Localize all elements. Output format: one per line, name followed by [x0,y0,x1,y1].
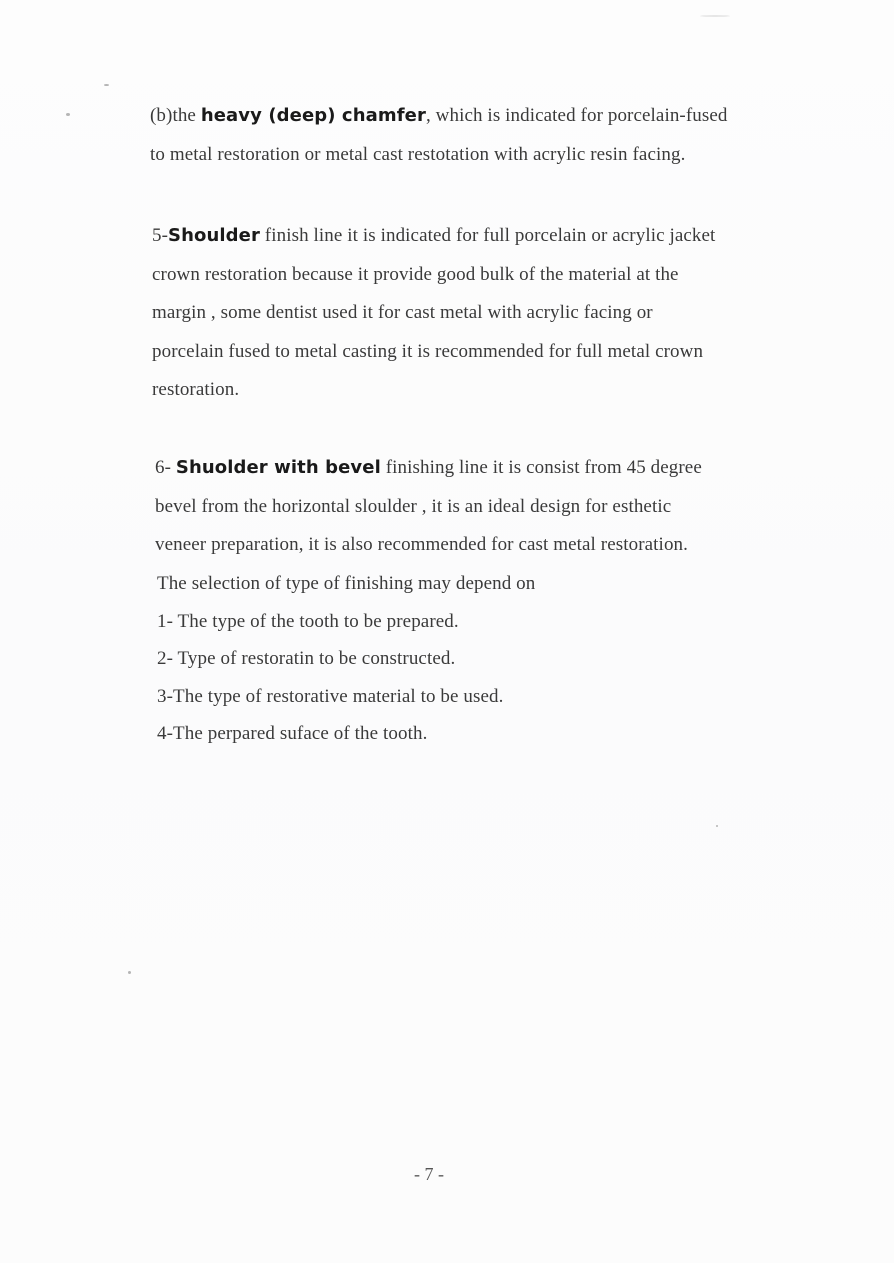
selection-list [157,565,535,753]
paragraph-line [150,97,728,136]
paragraph-line: veneer preparation, it is also recommended for cast metal restoration. [155,534,688,555]
scan-speck [128,971,131,974]
paragraph-heavy-chamfer [150,97,728,174]
scan-speck [716,825,718,827]
term-heavy-chamfer: heavy (deep) chamfer [200,105,426,126]
term-shoulder-with-bevel: Shuolder with bevel [175,457,381,478]
term-shoulder: Shoulder [168,225,260,246]
paragraph-line: bevel from the horizontal sloulder , it is an ideal design for esthetic [155,495,672,517]
list-item: 2- Type of restoratin to be constructed. [157,648,456,669]
paragraph-text: finish line it is indicated for full porcelain or acrylic jacket [259,225,716,246]
paragraph-prefix: 6- [155,457,176,478]
scan-speck [66,113,70,116]
paragraph-line [152,217,715,256]
list-item: 4-The perpared suface of the tooth. [157,723,428,744]
selection-intro: The selection of type of finishing may depend on [157,573,536,594]
paragraph-shoulder [152,217,715,410]
paragraph-prefix: 5- [152,225,169,246]
paragraph-line [155,449,702,488]
list-item: 1- The type of the tooth to be prepared. [157,610,459,632]
paragraph-text: finishing line it is consist from 45 degree [380,457,702,478]
paragraph-prefix: (b)the [150,105,201,126]
list-item: 3-The type of restorative material to be used. [157,685,504,707]
scan-speck [700,15,730,17]
paragraph-line: porcelain fused to metal casting it is recommended for full metal crown [152,340,704,362]
page-number: - 7 - [414,1164,444,1184]
paragraph-text: , which is indicated for porcelain-fused [425,105,728,126]
paragraph-line: margin , some dentist used it for cast metal with acrylic facing or [152,302,653,323]
paragraph-line: crown restoration because it provide good bulk of the material at the [152,263,679,285]
paragraph-shoulder-with-bevel [155,449,702,565]
paragraph-line: to metal restoration or metal cast restotation with acrylic resin facing. [150,143,686,165]
paragraph-line: restoration. [152,379,240,400]
scan-speck [104,84,109,86]
